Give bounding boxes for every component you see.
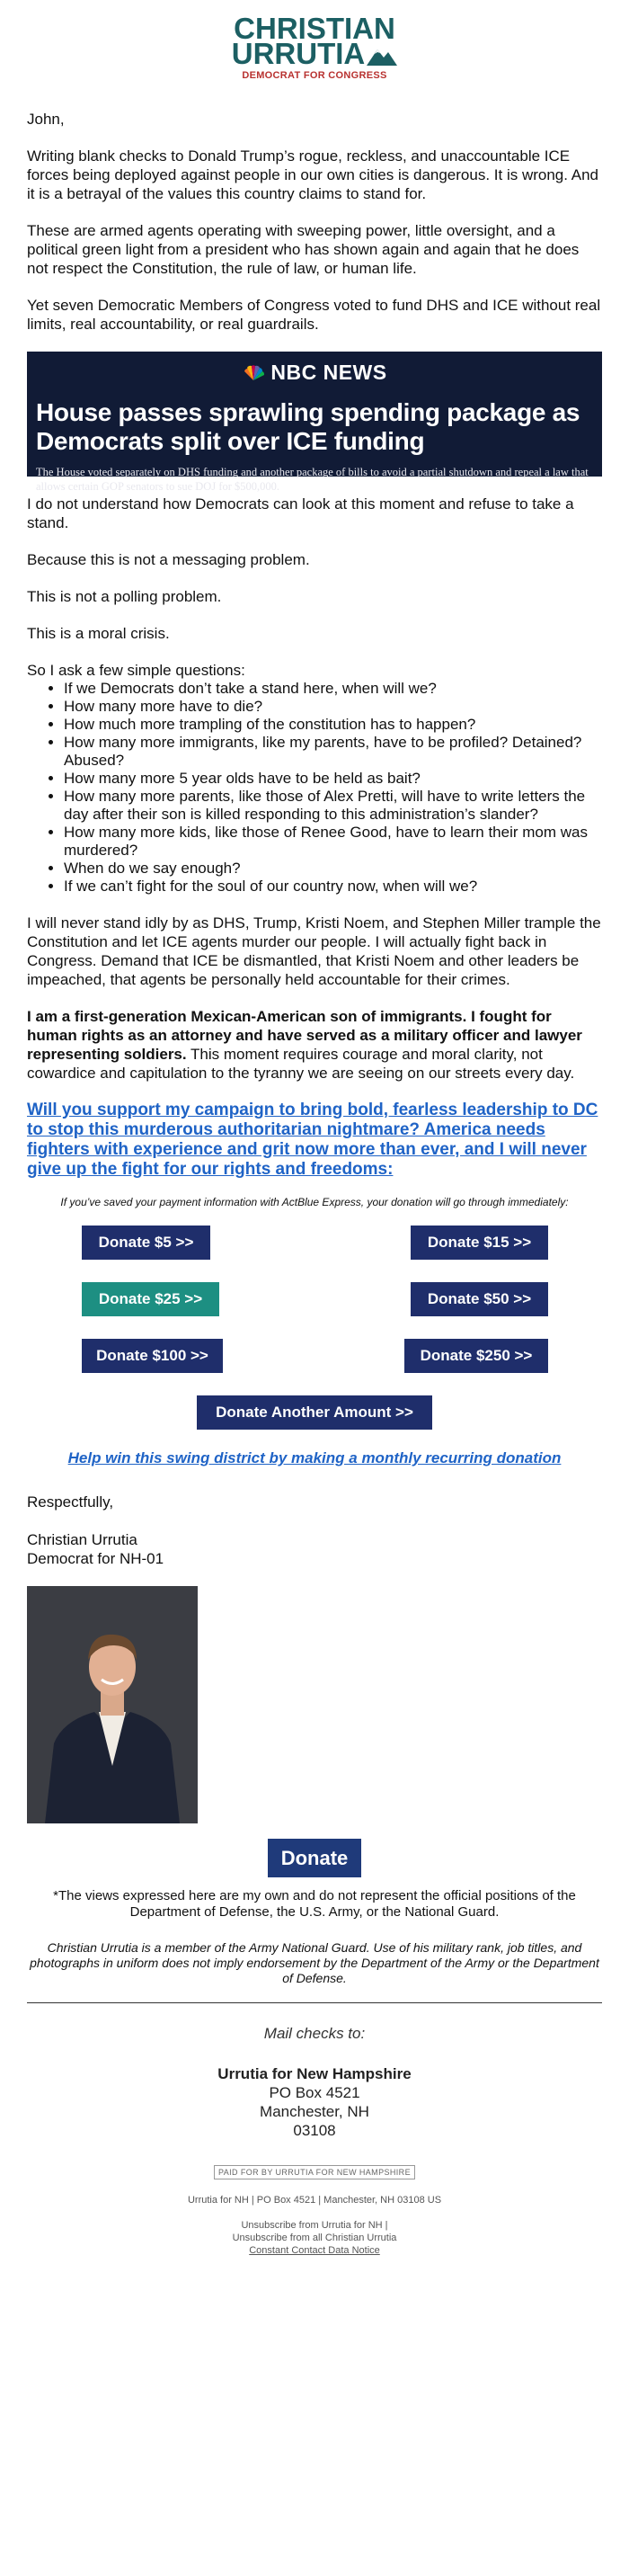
mid-paragraph-1: I do not understand how Democrats can look at this moment and refuse to take a stand.	[27, 495, 574, 531]
unsubscribe-all-link[interactable]: Unsubscribe from all Christian Urrutia	[232, 2233, 397, 2243]
mid-paragraph-2: Because this is not a messaging problem.	[27, 551, 310, 568]
list-item: • How much more trampling of the constitution has to happen?	[64, 716, 602, 734]
views-disclaimer: *The views expressed here are my own and do not represent the official positions of the Department of Defense, the U.S. Army, or the National Guard.	[53, 1888, 576, 1920]
donate-row-1	[27, 1226, 602, 1260]
monthly-donation-link[interactable]: Help win this swing district by making a monthly recurring donation	[67, 1449, 562, 1466]
questions-intro: So I ask a few simple questions:	[27, 662, 245, 679]
campaign-logo	[27, 0, 602, 83]
donate-25-button[interactable]: Donate $25 >>	[82, 1282, 219, 1316]
list-item: • How many more kids, like those of Renee Good, have to learn their mom was murdered?	[64, 824, 602, 860]
mountain-icon	[367, 43, 397, 68]
donate-15-button[interactable]: Donate $15 >>	[411, 1226, 548, 1260]
address-line-2: Manchester, NH	[260, 2103, 369, 2120]
footer	[27, 2194, 602, 2257]
address-line-3: 03108	[293, 2122, 336, 2139]
list-item: • How many more 5 year olds have to be held as bait?	[64, 770, 602, 788]
donate-other-amount-button[interactable]: Donate Another Amount >>	[197, 1395, 432, 1430]
news-subheadline: The House voted separately on DHS funding and another package of bills to avoid a partial shutdown and repeal a law that allows certain GOP senators to sue DOJ for $500,000.	[36, 466, 589, 493]
intro-paragraph-3: Yet seven Democratic Members of Congress voted to fund DHS and ICE without real limits, real accountability, or real guardrails.	[27, 297, 601, 333]
address-org: Urrutia for New Hampshire	[217, 2065, 412, 2082]
actblue-note: If you’ve saved your payment information with ActBlue Express, your donation will go through immediately:	[60, 1196, 569, 1208]
list-item: • How many more have to die?	[64, 698, 602, 716]
intro-paragraph-2: These are armed agents operating with sweeping power, little oversight, and a political green light from a president who has shown again and again that he does not respect the Constitution, the rule of law, or human life.	[27, 222, 580, 277]
signoff: Respectfully,	[27, 1493, 114, 1511]
mid-paragraph-4: This is a moral crisis.	[27, 625, 170, 642]
greeting: John,	[27, 111, 65, 128]
news-headline: House passes sprawling spending package as Democrats split over ICE funding	[36, 398, 580, 455]
mid-paragraph-3: This is not a polling problem.	[27, 588, 222, 605]
mailing-address	[27, 2064, 602, 2140]
donate-row-3	[27, 1339, 602, 1373]
address-line-1: PO Box 4521	[269, 2084, 360, 2101]
bio-paragraph	[27, 1007, 602, 1083]
donate-250-button[interactable]: Donate $250 >>	[404, 1339, 548, 1373]
signature-name: Christian Urrutia	[27, 1531, 137, 1548]
logo-first-name: CHRISTIAN	[234, 12, 395, 45]
paid-for-by-box: PAID FOR BY URRUTIA FOR NEW HAMPSHIRE	[214, 2165, 415, 2179]
questions-list	[27, 680, 602, 896]
list-item: • How many more parents, like those of Alex Pretti, will have to write letters the day after their son is killed responding to this administration’s slander?	[64, 788, 602, 824]
donate-button[interactable]: Donate	[268, 1839, 361, 1877]
news-brand: NBC NEWS	[270, 361, 387, 384]
list-item: • If we can’t fight for the soul of our country now, when will we?	[64, 878, 602, 896]
bio-text: This moment requires courage and moral clarity, not cowardice and capitulation to the tyranny we are seeing on our streets every day.	[27, 1046, 575, 1082]
stand-paragraph: I will never stand idly by as DHS, Trump, Kristi Noem, and Stephen Miller trample the Constitution and let ICE agents murder our people. I will actually fight back in Congress. Demand that ICE be dismantled, that Kristi Noem and other leaders be impeached, that agents be personally held accountable for their crimes.	[27, 914, 601, 988]
donate-row-2	[27, 1282, 602, 1316]
donate-100-button[interactable]: Donate $100 >>	[82, 1339, 223, 1373]
donate-5-button[interactable]: Donate $5 >>	[82, 1226, 210, 1260]
support-campaign-link[interactable]: Will you support my campaign to bring bold, fearless leadership to DC to stop this murderous authoritarian nightmare? America needs fighters with experience and grit now more than ever, and I will never give up the fight for our rights and freedoms:	[27, 1101, 598, 1179]
footer-address: Urrutia for NH | PO Box 4521 | Manchester, NH 03108 US	[187, 2195, 442, 2206]
news-article-image[interactable]	[27, 352, 602, 493]
bio-bold-text: I am a first-generation Mexican-American son of immigrants. I fought for human rights as an attorney and have served as a military officer and lawyer representing soldiers.	[27, 1008, 582, 1063]
logo-last-name: URRUTIA	[231, 37, 366, 70]
signature-title: Democrat for NH-01	[27, 1550, 164, 1567]
data-notice-link[interactable]: Constant Contact Data Notice	[249, 2245, 380, 2256]
nbc-peacock-icon	[242, 361, 265, 388]
email-body	[27, 0, 602, 2257]
list-item: • If we Democrats don’t take a stand here, when will we?	[64, 680, 602, 698]
list-item: • When do we say enough?	[64, 860, 602, 878]
intro-paragraph-1: Writing blank checks to Donald Trump’s rogue, reckless, and unaccountable ICE forces being deployed against people in our own cities is dangerous. It is wrong. And it is a betrayal of the values this country claims to stand for.	[27, 147, 599, 202]
candidate-photo	[27, 1586, 198, 1823]
military-disclaimer: Christian Urrutia is a member of the Army National Guard. Use of his military rank, job titles, and photographs in uniform does not imply endorsement by the Department of the Army or the Department of Defense.	[30, 1940, 599, 1985]
mail-checks-label: Mail checks to:	[263, 2025, 366, 2042]
list-item: • How many more immigrants, like my parents, have to be profiled? Detained? Abused?	[64, 734, 602, 770]
unsubscribe-org-link[interactable]: Unsubscribe from Urrutia for NH |	[241, 2220, 388, 2231]
signature	[27, 1493, 602, 1568]
divider	[27, 2002, 602, 2003]
logo-tagline: DEMOCRAT FOR CONGRESS	[242, 70, 387, 82]
donate-50-button[interactable]: Donate $50 >>	[411, 1282, 548, 1316]
